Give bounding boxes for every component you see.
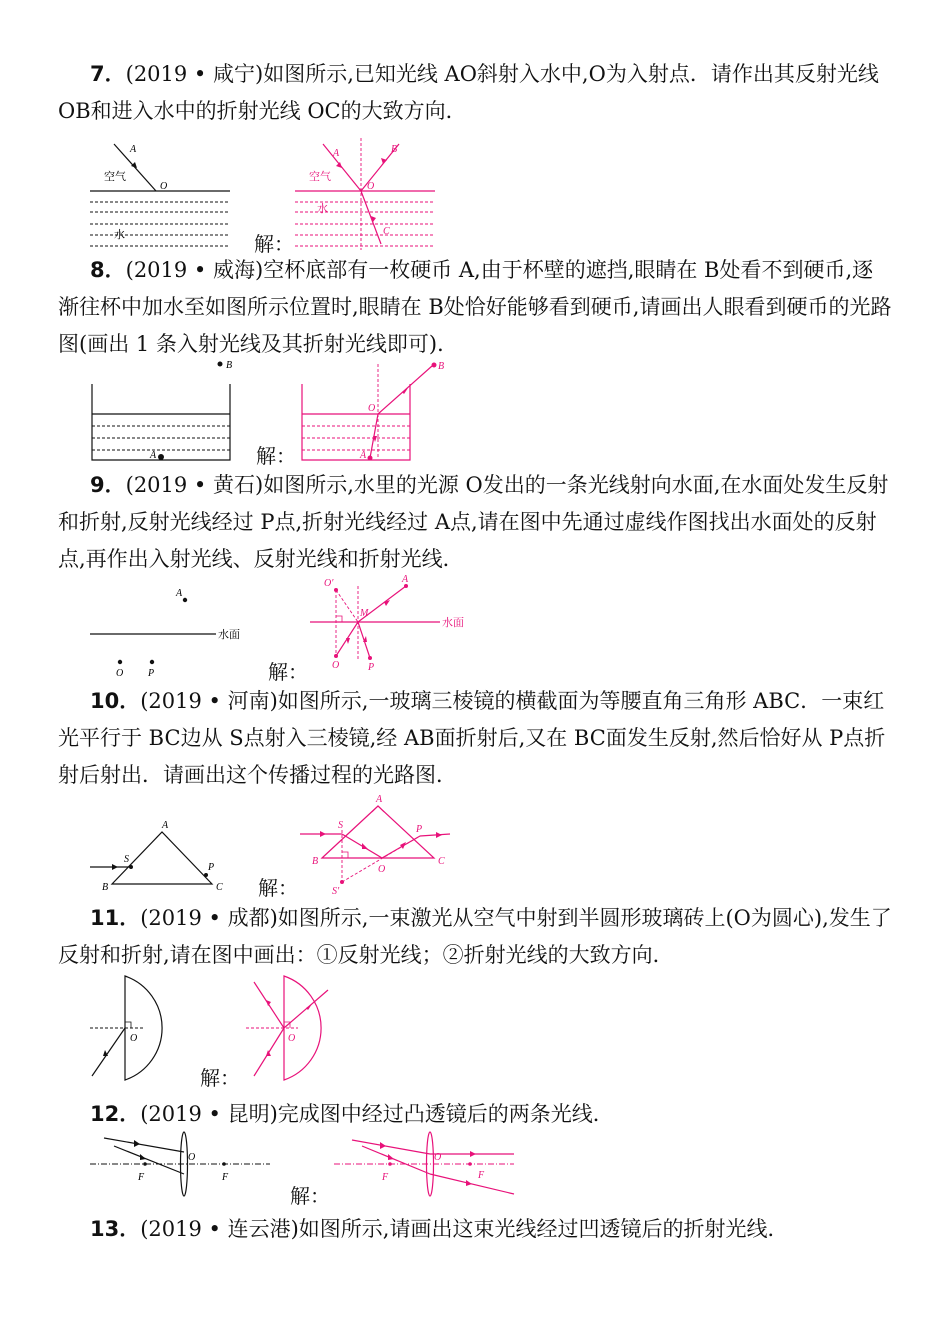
svg-text:水: 水 xyxy=(317,202,328,215)
svg-text:B: B xyxy=(312,856,319,867)
svg-text:P: P xyxy=(416,824,423,835)
q9-answer-figure xyxy=(310,572,480,672)
question-11 xyxy=(58,900,894,974)
svg-text:F: F xyxy=(222,1172,229,1183)
svg-text:S: S xyxy=(124,854,129,865)
svg-text:F: F xyxy=(478,1170,485,1181)
svg-text:A: A xyxy=(376,794,383,805)
question-number: 12． xyxy=(90,1102,141,1126)
svg-text:P: P xyxy=(368,662,375,673)
svg-text:S′: S′ xyxy=(332,886,340,897)
question-13 xyxy=(58,1211,894,1248)
svg-text:M: M xyxy=(360,608,369,619)
svg-text:水: 水 xyxy=(114,228,125,241)
question-number: 13． xyxy=(90,1217,141,1241)
svg-text:水面: 水面 xyxy=(442,616,464,629)
svg-text:水面: 水面 xyxy=(218,628,240,641)
q12-figure xyxy=(90,1130,280,1202)
q8-answer-figure xyxy=(298,358,458,464)
question-9 xyxy=(58,467,894,578)
answer-label: 解： xyxy=(268,660,308,684)
svg-text:B: B xyxy=(102,882,109,893)
svg-text:A: A xyxy=(333,148,340,159)
question-10 xyxy=(58,683,894,794)
svg-text:O: O xyxy=(130,1033,138,1044)
question-text: (2019 • 黄石)如图所示,水里的光源 O发出的一条光线射向水面,在水面处发生反射和折射,反射光线经过 P点,折射光线经过 A点,请在图中先通过虚线作图找出水面处的反射点,再作出入射光线、反射光线和折射光线． xyxy=(58,473,889,571)
answer-label: 解： xyxy=(200,1066,240,1090)
question-number: 7． xyxy=(90,62,126,86)
svg-text:F: F xyxy=(138,1172,145,1183)
svg-text:C: C xyxy=(438,856,445,867)
question-text: (2019 • 昆明)完成图中经过凸透镜后的两条光线． xyxy=(140,1102,614,1126)
svg-text:A: A xyxy=(402,574,409,585)
q7-figure xyxy=(90,138,240,250)
question-text: (2019 • 咸宁)如图所示,已知光线 AO斜射入水中,O为入射点．请作出其反射光线 OB和进入水中的折射光线 OC的大致方向． xyxy=(58,62,879,123)
question-8 xyxy=(58,252,894,363)
answer-label: 解： xyxy=(290,1184,330,1208)
svg-text:A: A xyxy=(360,450,367,461)
answer-label: 解： xyxy=(254,232,294,256)
svg-text:C: C xyxy=(216,882,223,893)
svg-text:B: B xyxy=(438,361,445,372)
q9-figure xyxy=(90,578,260,682)
question-number: 8． xyxy=(90,258,126,282)
svg-text:空气: 空气 xyxy=(104,170,126,183)
svg-text:B: B xyxy=(391,144,398,155)
svg-text:O: O xyxy=(332,660,340,671)
question-number: 9． xyxy=(90,473,126,497)
svg-text:O′: O′ xyxy=(324,578,334,589)
svg-text:空气: 空气 xyxy=(309,170,331,183)
question-text: (2019 • 成都)如图所示,一束激光从空气中射到半圆形玻璃砖上(O为圆心),发生了反射和折射,请在图中画出：①反射光线；②折射光线的大致方向． xyxy=(58,906,892,967)
question-12 xyxy=(58,1096,894,1133)
svg-text:O: O xyxy=(288,1033,296,1044)
svg-text:A: A xyxy=(176,588,183,599)
question-number: 11． xyxy=(90,906,141,930)
q10-figure xyxy=(90,816,250,896)
q8-figure xyxy=(88,358,248,464)
svg-text:P: P xyxy=(148,668,155,679)
svg-text:O: O xyxy=(378,864,386,875)
svg-text:O: O xyxy=(116,668,124,679)
q12-answer-figure xyxy=(334,1132,524,1204)
q11-answer-figure xyxy=(244,972,354,1084)
svg-text:O: O xyxy=(368,403,376,414)
question-number: 10． xyxy=(90,689,141,713)
question-7 xyxy=(58,56,894,130)
svg-text:A: A xyxy=(150,450,157,461)
svg-text:S: S xyxy=(338,820,343,831)
svg-text:A: A xyxy=(162,820,169,831)
question-text: (2019 • 河南)如图所示,一玻璃三棱镜的横截面为等腰直角三角形 ABC．一束红光平行于 BC边从 S点射入三棱镜,经 AB面折射后,又在 BC面发生反射,然后恰好从 P点折射后射出．请画出这个传播过程的光路图． xyxy=(58,689,886,787)
svg-text:P: P xyxy=(208,862,215,873)
q10-answer-figure xyxy=(300,794,460,898)
question-text: (2019 • 威海)空杯底部有一枚硬币 A,由于杯壁的遮挡,眼睛在 B处看不到硬币,逐渐往杯中加水至如图所示位置时,眼睛在 B处恰好能够看到硬币,请画出人眼看到硬币的光路图(画出 1 条入射光线及其折射光线即可)． xyxy=(58,258,892,356)
answer-label: 解： xyxy=(258,876,298,900)
question-text: (2019 • 连云港)如图所示,请画出这束光线经过凹透镜后的折射光线． xyxy=(140,1217,789,1241)
svg-text:B: B xyxy=(226,360,233,371)
q7-answer-figure xyxy=(295,138,445,250)
answer-label: 解： xyxy=(256,444,296,468)
svg-text:A: A xyxy=(130,144,137,155)
svg-text:O: O xyxy=(160,181,168,192)
svg-text:C: C xyxy=(383,226,390,237)
q11-figure xyxy=(88,972,198,1084)
svg-text:F: F xyxy=(382,1172,389,1183)
svg-text:O: O xyxy=(188,1152,196,1163)
svg-text:O: O xyxy=(434,1152,442,1163)
svg-text:O: O xyxy=(367,181,375,192)
